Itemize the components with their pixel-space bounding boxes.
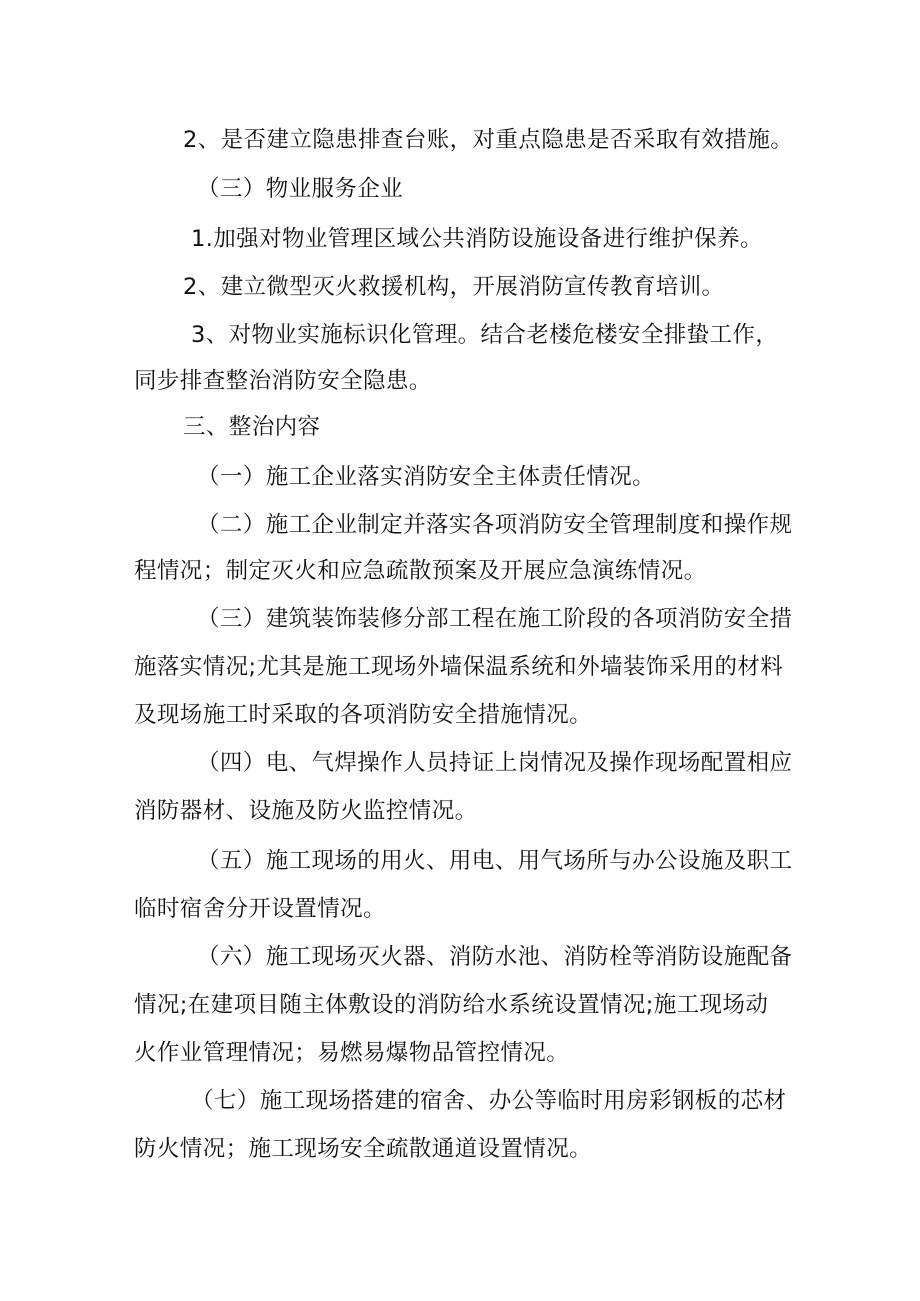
paragraph-line: 及现场施工时采取的各项消防安全措施情况。: [134, 702, 593, 728]
paragraph-line: 消防器材、设施及防火监控情况。: [134, 798, 478, 824]
paragraph-line: （五）施工现场的用火、用电、用气场所与办公设施及职工: [197, 848, 793, 874]
paragraph-line: 防火情况；施工现场安全疏散通道设置情况。: [134, 1136, 593, 1162]
paragraph-line: 2、建立微型灭火救援机构，开展消防宣传教育培训。: [183, 274, 725, 300]
paragraph-line: 2、是否建立隐患排查台账，对重点隐患是否采取有效措施。: [183, 127, 794, 153]
paragraph-line: （四）电、气焊操作人员持证上岗情况及操作现场配置相应: [197, 750, 793, 776]
paragraph-line: （六）施工现场灭火器、消防水池、消防栓等消防设施配备: [197, 944, 793, 970]
paragraph-line: （一）施工企业落实消防安全主体责任情况。: [197, 464, 656, 490]
paragraph-line: 1.加强对物业管理区域公共消防设施设备进行维护保养。: [191, 226, 763, 252]
paragraph-line: （七）施工现场搭建的宿舍、办公等临时用房彩钢板的芯材: [191, 1088, 787, 1114]
paragraph-line: 同步排查整治消防安全隐患。: [134, 368, 432, 394]
paragraph-line: 情况;在建项目随主体敷设的消防给水系统设置情况;施工现场动: [134, 992, 769, 1018]
paragraph-line: 火作业管理情况；易燃易爆物品管控情况。: [134, 1040, 570, 1066]
section-heading: 三、整治内容: [183, 414, 321, 440]
paragraph-line: （三）建筑装饰装修分部工程在施工阶段的各项消防安全措: [197, 606, 793, 632]
section-heading: （三）物业服务企业: [197, 176, 404, 202]
paragraph-line: 临时宿舍分开设置情况。: [134, 896, 386, 922]
paragraph-line: 3、对物业实施标识化管理。结合老楼危楼安全排蛰工作，: [191, 322, 779, 348]
paragraph-line: （二）施工企业制定并落实各项消防安全管理制度和操作规: [197, 512, 793, 538]
paragraph-line: 程情况；制定灭火和应急疏散预案及开展应急演练情况。: [134, 558, 707, 584]
paragraph-line: 施落实情况;尤其是施工现场外墙保温系统和外墙装饰采用的材料: [134, 654, 784, 680]
